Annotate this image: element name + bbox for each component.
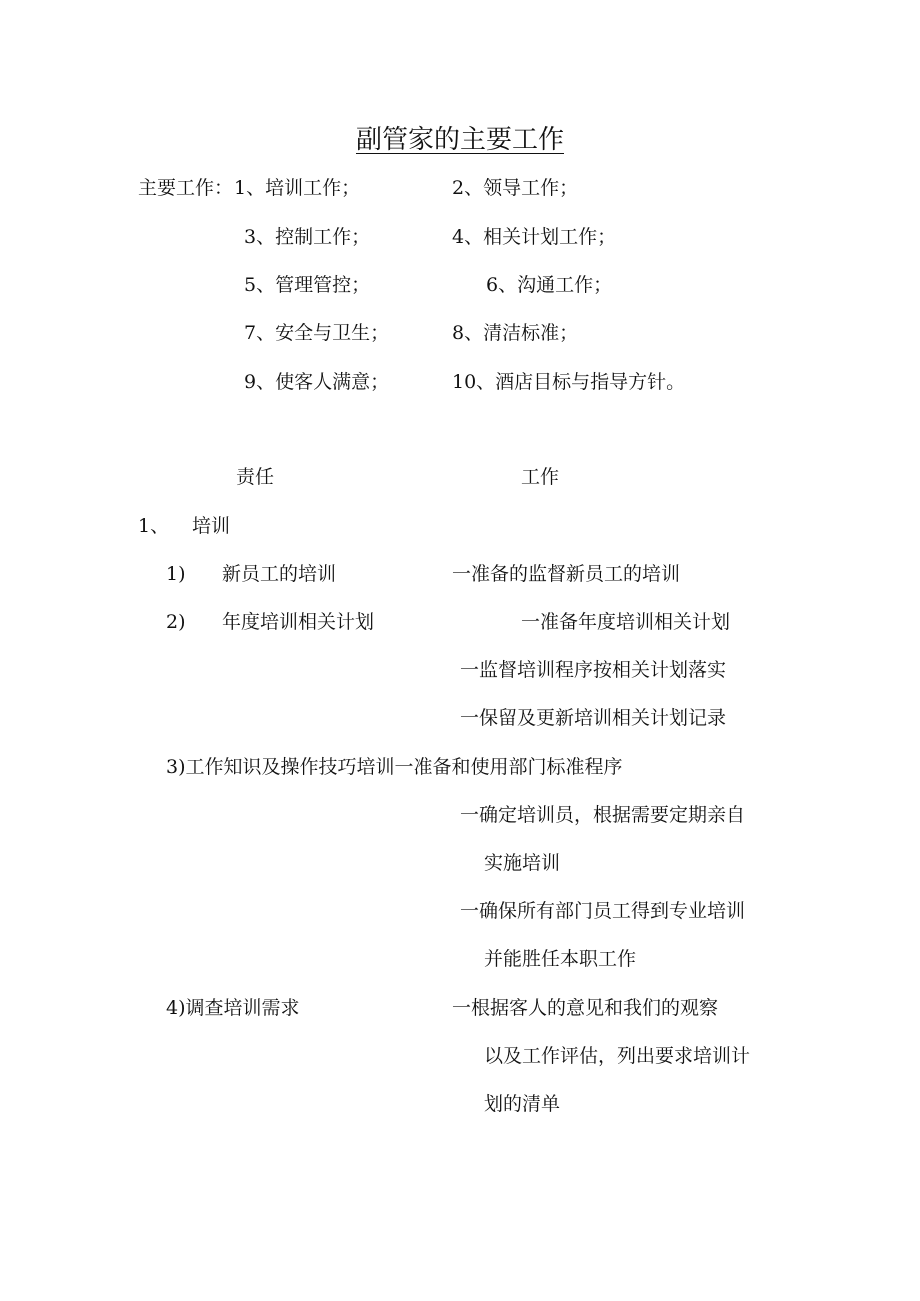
section-number: 1、 — [138, 515, 170, 537]
summary-item-3: 3、控制工作； — [244, 226, 371, 248]
item-4-work-line-2: 以及工作评估，列出要求培训计 — [484, 1045, 751, 1067]
summary-item-4: 4、相关计划工作； — [452, 226, 617, 248]
item-2-label: 年度培训相关计划 — [222, 611, 375, 633]
item-1-work-line-1: 一准备的监督新员工的培训 — [452, 563, 681, 585]
header-responsibility: 责任 — [236, 466, 275, 488]
summary-item-9: 9、使客人满意； — [244, 371, 390, 393]
header-work: 工作 — [521, 466, 560, 488]
summary-item-5: 5、管理管控； — [244, 274, 371, 296]
item-1-number: 1) — [166, 563, 186, 585]
item-3-work-line-2: 实施培训 — [484, 852, 561, 874]
item-2-number: 2) — [166, 611, 186, 633]
page-title-text: 副管家的主要工作 — [355, 125, 564, 155]
summary-item-7: 7、安全与卫生； — [244, 322, 390, 344]
summary-item-2: 2、领导工作； — [452, 177, 579, 199]
item-3-work-line-4: 并能胜任本职工作 — [484, 948, 637, 970]
summary-item-6: 6、沟通工作； — [486, 274, 613, 296]
summary-item-1: 1、培训工作； — [234, 177, 361, 199]
item-2-work-line-2: 一监督培训程序按相关计划落实 — [460, 659, 727, 681]
section-name: 培训 — [192, 515, 231, 537]
item-3-label: 3)工作知识及操作技巧培训一准备和使用部门标准程序 — [166, 756, 623, 778]
item-4-work-line-3: 划的清单 — [484, 1093, 561, 1115]
item-3-work-line-3: 一确保所有部门员工得到专业培训 — [460, 900, 746, 922]
item-3-work-line-1: 一确定培训员，根据需要定期亲自 — [460, 804, 746, 826]
summary-item-10: 10、酒店目标与指导方针。 — [452, 371, 686, 393]
item-4-label: 4)调查培训需求 — [166, 997, 300, 1019]
item-4-work-line-1: 一根据客人的意见和我们的观察 — [452, 997, 719, 1019]
item-1-label: 新员工的培训 — [222, 563, 337, 585]
summary-lead: 主要工作： — [138, 177, 234, 199]
page-title — [0, 124, 920, 156]
summary-item-8: 8、清洁标准； — [452, 322, 579, 344]
item-2-work-line-1: 一准备年度培训相关计划 — [521, 611, 731, 633]
item-2-work-line-3: 一保留及更新培训相关计划记录 — [460, 707, 727, 729]
